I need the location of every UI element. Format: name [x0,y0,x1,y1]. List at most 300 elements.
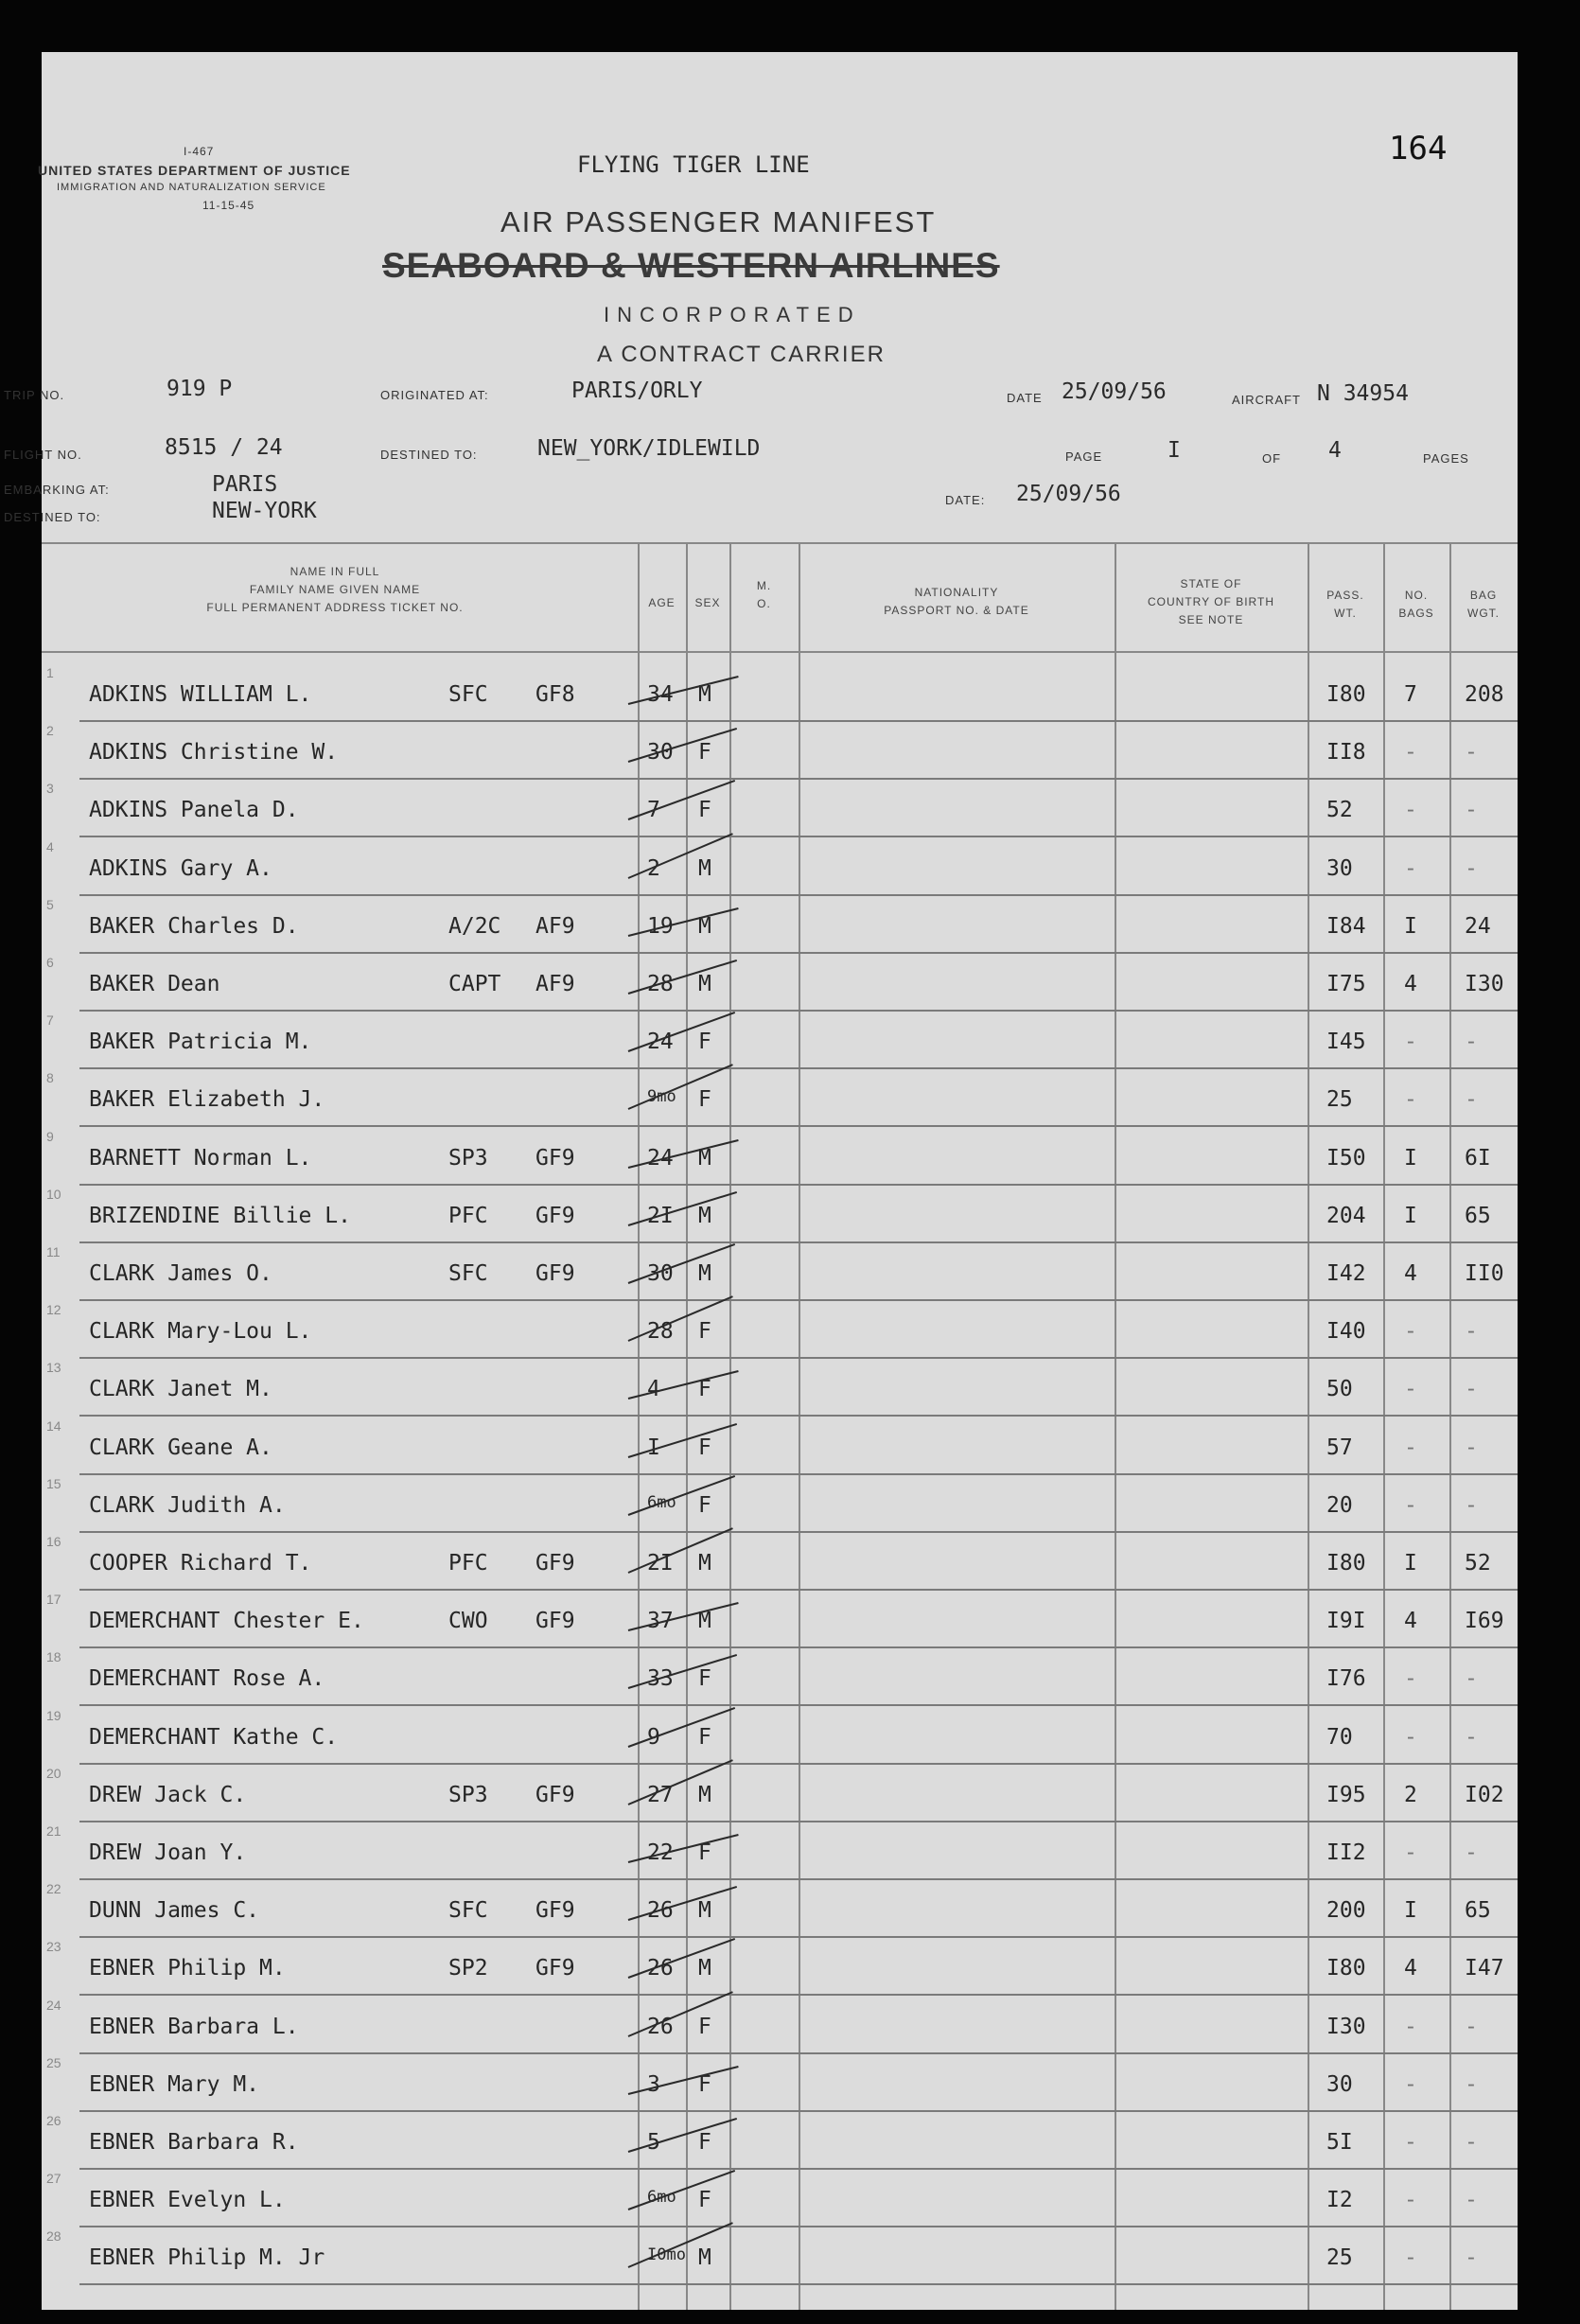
age: 2I [647,1203,674,1228]
bag-count: - [1404,855,1417,881]
sex: F [698,1666,711,1692]
bag-count: - [1404,1377,1417,1402]
destined-to-value: NEW-YORK [212,499,317,523]
aircraft-value: N 34954 [1317,381,1409,406]
bag-weight: - [1465,2188,1478,2213]
col-header-birth: STATE OF COUNTRY OF BIRTH SEE NOTE [1147,577,1274,626]
row-rule [79,1646,1518,1648]
row-rule [79,1821,1518,1822]
sex: M [698,855,711,881]
rank: CWO [448,1609,488,1634]
bag-count: - [1404,1724,1417,1750]
age: 37 [647,1609,674,1634]
age: 9 [647,1724,660,1750]
table-row [42,1476,1518,1533]
passenger-weight: I9I [1326,1609,1366,1634]
sex: M [698,2245,711,2271]
passenger-name: BRIZENDINE Billie L. [89,1203,351,1228]
bag-weight: 65 [1465,1203,1491,1228]
row-rule [79,1473,1518,1475]
passenger-weight: I50 [1326,1145,1366,1171]
sex: F [698,2188,711,2213]
age: 5 [647,2130,660,2155]
row-number: 16 [46,1534,61,1549]
bag-count: 7 [1404,682,1417,707]
bag-count: I [1404,1203,1417,1228]
sex: F [698,1087,711,1113]
row-rule [79,1994,1518,1996]
page-stamp-number: 164 [1389,130,1448,167]
check-mark [628,833,733,879]
aircraft-label: AIRCRAFT [1232,393,1301,407]
ticket-no: GF9 [535,1203,575,1228]
passenger-name: ADKINS WILLIAM L. [89,682,312,707]
row-number: 15 [46,1475,61,1491]
check-mark [628,780,735,823]
passenger-weight: I84 [1326,913,1366,939]
check-mark [628,1707,735,1748]
sex: F [698,1319,711,1345]
passenger-name: CLARK Mary-Lou L. [89,1319,312,1345]
table-row [42,897,1518,954]
row-number: 20 [46,1765,61,1781]
age: 9mo [647,1087,676,1107]
passenger-name: BAKER Charles D. [89,913,299,939]
passenger-name: COOPER Richard T. [89,1551,312,1576]
table-header-rule [42,651,1518,653]
bag-weight: - [1465,1030,1478,1055]
bag-count: - [1404,1435,1417,1460]
passenger-name: ADKINS Christine W. [89,740,339,766]
table-row [42,1244,1518,1301]
rank: CAPT [448,972,501,996]
bag-weight: - [1465,1492,1478,1518]
col-header-pass-wt: PASS. WT. [1326,589,1364,620]
age: 33 [647,1666,674,1692]
sex: F [698,798,711,823]
col-header-sex: SEX [694,596,721,609]
rank: SP3 [448,1145,488,1171]
ticket-no: GF9 [535,1782,575,1807]
bag-weight: 24 [1465,913,1491,939]
bag-count: - [1404,2245,1417,2271]
passenger-weight: I80 [1326,1956,1366,1981]
ticket-no: GF9 [535,1261,575,1286]
passenger-name: EBNER Philip M. [89,1956,286,1981]
ticket-no: GF9 [535,1609,575,1634]
table-row [42,2171,1518,2227]
table-row [42,723,1518,780]
passenger-weight: I40 [1326,1319,1366,1345]
bag-count: - [1404,2130,1417,2155]
bag-weight: - [1465,1087,1478,1113]
bag-weight: I69 [1465,1609,1504,1634]
passenger-weight: I95 [1326,1782,1366,1807]
table-row [42,2113,1518,2170]
check-mark [628,1602,739,1634]
ticket-no: GF9 [535,1898,575,1924]
row-rule [79,894,1518,896]
rank: PFC [448,1203,488,1228]
sex: F [698,1492,711,1518]
check-mark [628,1938,735,1979]
row-number: 21 [46,1823,61,1839]
sex: F [698,1435,711,1460]
row-rule [79,778,1518,780]
incorporated: INCORPORATED [604,303,861,326]
passenger-name: CLARK Janet M. [89,1377,272,1402]
passenger-name: EBNER Mary M. [89,2071,260,2097]
bag-weight: - [1465,740,1478,766]
row-rule [79,1184,1518,1186]
age: 27 [647,1782,674,1807]
table-row [42,1070,1518,1127]
row-rule [79,1010,1518,1012]
sex: F [698,1840,711,1865]
bag-count: - [1404,1492,1417,1518]
bag-count: 4 [1404,1956,1417,1981]
passenger-weight: I45 [1326,1030,1366,1055]
passenger-weight: I75 [1326,972,1366,996]
passenger-name: ADKINS Gary A. [89,855,272,881]
passenger-name: EBNER Philip M. Jr [89,2245,325,2271]
passenger-name: DREW Joan Y. [89,1840,247,1865]
sex: F [698,1030,711,1055]
flight-label: FLIGHT NO. [4,448,82,462]
sex: M [698,972,711,996]
bag-weight: - [1465,855,1478,881]
row-number: 10 [46,1186,61,1202]
rank: SFC [448,1261,488,1286]
age: 26 [647,1898,674,1924]
sex: M [698,682,711,707]
check-mark [628,2118,737,2153]
row-number: 5 [46,896,54,912]
airline-name: FLYING TIGER LINE [577,151,810,178]
row-number: 23 [46,1939,61,1955]
row-number: 2 [46,723,54,739]
passenger-weight: II2 [1326,1840,1366,1865]
passenger-weight: 5I [1326,2130,1353,2155]
age: 7 [647,798,660,823]
row-number: 9 [46,1128,54,1144]
passenger-name: DEMERCHANT Rose A. [89,1666,325,1692]
col-header-age: AGE [648,596,676,609]
page-label: PAGE [1065,449,1103,464]
sex: M [698,1145,711,1171]
bag-count: - [1404,740,1417,766]
row-number: 18 [46,1649,61,1665]
row-rule [79,1067,1518,1069]
row-rule [79,1415,1518,1417]
manifest-title: AIR PASSENGER MANIFEST [500,205,937,238]
passenger-weight: 30 [1326,2071,1353,2097]
destined-to-label: DESTINED TO: [4,510,101,524]
passenger-weight: 25 [1326,2245,1353,2271]
row-number: 3 [46,781,54,797]
row-rule [79,836,1518,837]
row-number: 17 [46,1592,61,1608]
bag-weight: - [1465,1840,1478,1865]
passenger-name: BARNETT Norman L. [89,1145,312,1171]
age: 3 [647,2071,660,2097]
row-rule [79,720,1518,722]
row-rule [79,1704,1518,1706]
bag-count: I [1404,1551,1417,1576]
bag-weight: - [1465,1724,1478,1750]
pages-label: PAGES [1423,451,1469,466]
check-mark [628,960,737,995]
bag-weight: 208 [1465,682,1504,707]
sex: M [698,1203,711,1228]
row-rule [79,2110,1518,2112]
passenger-name: BAKER Elizabeth J. [89,1087,325,1113]
row-rule [79,2283,1518,2285]
age: 22 [647,1840,674,1865]
table-top-rule [42,542,1518,544]
bag-weight: - [1465,1319,1478,1345]
bag-weight: I30 [1465,972,1504,996]
check-mark [628,907,739,937]
sex: M [698,1782,711,1807]
bag-weight: I02 [1465,1782,1504,1807]
form-code: I-467 [184,145,215,158]
row-rule [79,2226,1518,2227]
row-number: 6 [46,955,54,970]
age: 24 [647,1145,674,1171]
bag-count: - [1404,2014,1417,2039]
bag-weight: 6I [1465,1145,1491,1171]
sex: F [698,1377,711,1402]
bag-weight: I47 [1465,1956,1504,1981]
passenger-name: EBNER Evelyn L. [89,2188,286,2213]
sex: F [698,740,711,766]
table-row [42,2055,1518,2112]
row-number: 4 [46,838,54,854]
check-mark [628,676,739,705]
row-number: 1 [46,665,54,680]
sex: M [698,1956,711,1981]
bag-count: - [1404,2188,1417,2213]
row-number: 12 [46,1302,61,1318]
bag-weight: - [1465,1666,1478,1692]
row-rule [79,1878,1518,1880]
passenger-weight: 200 [1326,1898,1366,1924]
check-mark [628,2170,735,2213]
passenger-weight: 50 [1326,1377,1353,1402]
row-number: 26 [46,2113,61,2128]
bag-count: - [1404,2071,1417,2097]
table-row [42,1823,1518,1880]
table-row [42,1187,1518,1243]
table-row [42,1766,1518,1822]
of-label: OF [1262,451,1282,466]
row-number: 11 [46,1244,61,1259]
passenger-weight: I2 [1326,2188,1353,2213]
check-mark [628,1191,737,1226]
bag-weight: - [1465,2245,1478,2271]
row-rule [79,1531,1518,1533]
check-mark [628,1139,739,1169]
sex: F [698,2130,711,2155]
passenger-weight: I76 [1326,1666,1366,1692]
bag-weight: - [1465,1435,1478,1460]
ticket-no: GF8 [535,682,575,707]
ticket-no: AF9 [535,913,575,939]
check-mark [628,1527,733,1574]
row-rule [79,2052,1518,2054]
age: 28 [647,1319,674,1345]
row-number: 7 [46,1012,54,1029]
check-mark [628,1654,737,1692]
passenger-name: EBNER Barbara R. [89,2130,299,2155]
manifest-page [4,52,1518,2310]
passenger-name: DUNN James C. [89,1898,260,1924]
struck-company-name: SEABOARD & WESTERN AIRLINES [382,246,1000,285]
passenger-weight: I42 [1326,1261,1366,1286]
passenger-name: CLARK Judith A. [89,1492,286,1518]
bag-weight: - [1465,2130,1478,2155]
bag-weight: - [1465,798,1478,823]
row-number: 8 [46,1070,54,1086]
table-row [42,839,1518,896]
check-mark [628,1012,735,1055]
ticket-no: GF9 [535,1956,575,1981]
passenger-weight: 25 [1326,1087,1353,1113]
row-rule [79,1589,1518,1591]
bag-count: I [1404,913,1417,939]
rank: SFC [448,682,488,707]
department: UNITED STATES DEPARTMENT OF JUSTICE [38,163,351,178]
passenger-weight: 70 [1326,1724,1353,1750]
passenger-name: DEMERCHANT Kathe C. [89,1724,339,1750]
rank: SP2 [448,1956,488,1981]
passenger-weight: I80 [1326,1551,1366,1576]
embarking-value: PARIS [212,472,278,497]
sex: M [698,1609,711,1634]
check-mark [628,1370,739,1400]
bag-count: - [1404,1840,1417,1865]
bag-count: 4 [1404,972,1417,996]
bag-count: 2 [1404,1782,1417,1807]
row-number: 13 [46,1360,61,1376]
bag-weight: - [1465,2014,1478,2039]
table-row [42,2228,1518,2285]
row-number: 28 [46,2228,61,2245]
check-mark [628,2066,739,2095]
age: 24 [647,1030,674,1055]
bag-weight: - [1465,1377,1478,1402]
originated-value: PARIS/ORLY [571,379,703,403]
check-mark [628,728,737,766]
passenger-name: DEMERCHANT Chester E. [89,1609,364,1634]
date2-value: 25/09/56 [1016,482,1121,506]
age: 34 [647,682,674,707]
bag-count: - [1404,1666,1417,1692]
table-row [42,1998,1518,2054]
bag-weight: 52 [1465,1551,1491,1576]
age: I0mo [647,2245,686,2265]
age: 26 [647,1956,674,1981]
passenger-weight: 204 [1326,1203,1366,1228]
col-header-mo: M. O. [756,579,772,610]
passenger-name: DREW Jack C. [89,1782,247,1807]
table-row [42,1302,1518,1359]
row-rule [79,1299,1518,1301]
contract-carrier: A CONTRACT CARRIER [597,342,886,367]
row-rule [79,2168,1518,2170]
age: I [647,1435,660,1460]
table-row [42,1939,1518,1996]
age: 6mo [647,2188,676,2208]
age: 30 [647,1261,674,1286]
date2-label: DATE: [945,493,986,507]
form-date: 11-15-45 [202,199,255,212]
trip-label: TRIP NO. [4,388,65,402]
ticket-no: GF9 [535,1551,575,1576]
bag-count: 4 [1404,1261,1417,1286]
date-label: DATE [1007,391,1043,405]
table-row [42,1592,1518,1648]
sex: M [698,913,711,939]
destined-label: DESTINED TO: [380,448,478,462]
bag-count: 4 [1404,1609,1417,1634]
row-number: 24 [46,1997,61,2013]
sex: F [698,2014,711,2039]
bag-weight: 65 [1465,1898,1491,1924]
passenger-weight: 52 [1326,798,1353,823]
row-number: 25 [46,2054,61,2070]
passenger-name: CLARK James O. [89,1261,272,1286]
row-rule [79,1241,1518,1243]
sex: M [698,1898,711,1924]
bag-weight: II0 [1465,1261,1504,1286]
check-mark [628,1423,737,1458]
passenger-weight: II8 [1326,740,1366,766]
check-mark [628,1834,739,1863]
passenger-name: CLARK Geane A. [89,1435,272,1460]
destined-value: NEW_YORK/IDLEWILD [537,436,761,461]
row-rule [79,1936,1518,1938]
check-mark [628,1886,737,1924]
bag-count: - [1404,1030,1417,1055]
table-row [42,1649,1518,1706]
age: 4 [647,1377,660,1402]
check-mark [628,1991,733,2037]
table-row [42,1708,1518,1765]
sex: F [698,2071,711,2097]
page-value: I [1167,438,1181,463]
passenger-name: BAKER Patricia M. [89,1030,312,1055]
passenger-name: ADKINS Panela D. [89,798,299,823]
age: 19 [647,913,674,939]
age: 26 [647,2014,674,2039]
ticket-no: GF9 [535,1145,575,1171]
bag-weight: - [1465,2071,1478,2097]
rank: A/2C [448,913,501,939]
table-row [42,1012,1518,1069]
row-rule [79,1125,1518,1127]
of-value: 4 [1328,438,1342,463]
rank: PFC [448,1551,488,1576]
row-rule [79,1763,1518,1765]
passenger-weight: I30 [1326,2014,1366,2039]
row-number: 27 [46,2171,61,2187]
row-rule [79,952,1518,954]
bag-count: - [1404,798,1417,823]
bag-count: - [1404,1319,1417,1345]
flight-no: 8515 / 24 [165,435,283,460]
